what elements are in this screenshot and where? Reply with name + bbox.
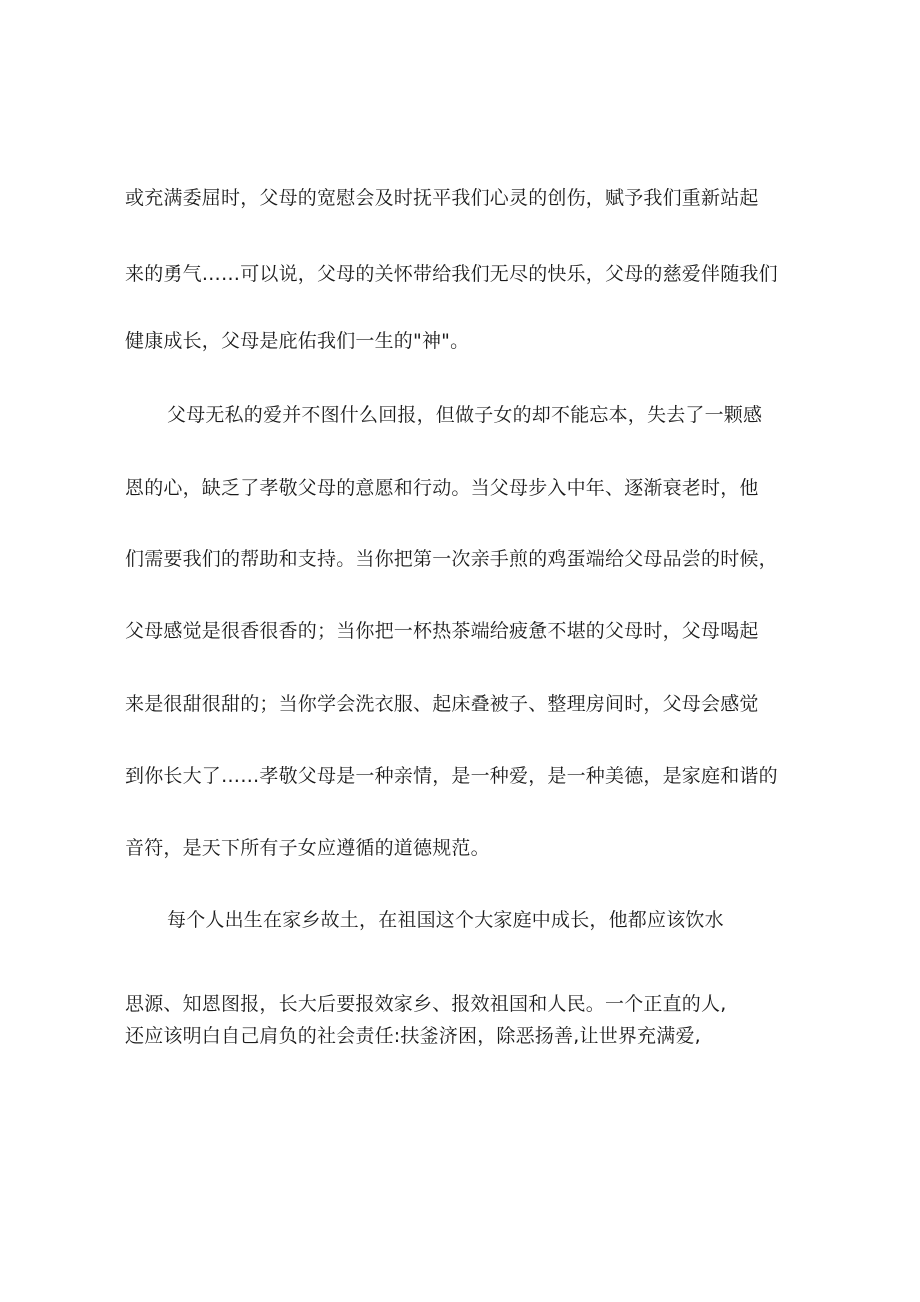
text-line: 父母感觉是很香很香的；当你把一杯热茶端给疲惫不堪的父母时，父母喝起 bbox=[125, 620, 759, 642]
paragraph-start-line: 每个人出生在家乡故土，在祖国这个大家庭中成长，他都应该饮水 bbox=[167, 909, 724, 931]
paragraph-start-line: 父母无私的爱并不图什么回报，但做子女的却不能忘本，失去了一颗感 bbox=[167, 404, 763, 426]
text-line: 恩的心，缺乏了孝敬父母的意愿和行动。当父母步入中年、逐渐衰老时，他 bbox=[125, 477, 759, 499]
text-line: 来是很甜很甜的；当你学会洗衣服、起床叠被子、整理房间时，父母会感觉 bbox=[125, 693, 759, 715]
text-line: 来的勇气……可以说，父母的关怀带给我们无尽的快乐，父母的慈爱伴随我们 bbox=[125, 263, 778, 285]
text-line: 还应该明白自己肩负的社会责任:扶釜济困，除恶扬善,让世界充满爱, bbox=[125, 1025, 701, 1047]
text-line: 音符，是天下所有子女应遵循的道德规范。 bbox=[125, 837, 490, 859]
text-line: 们需要我们的帮助和支持。当你把第一次亲手煎的鸡蛋端给父母品尝的时候， bbox=[125, 548, 778, 570]
text-line: 健康成长，父母是庇佑我们一生的"神"。 bbox=[125, 330, 470, 352]
text-line: 思源、知恩图报，长大后要报效家乡、报效祖国和人民。一个正直的人, bbox=[125, 993, 727, 1015]
text-line: 到你长大了……孝敬父母是一种亲情，是一种爱，是一种美德，是家庭和谐的 bbox=[125, 765, 778, 787]
text-line: 或充满委屈时，父母的宽慰会及时抚平我们心灵的创伤，赋予我们重新站起 bbox=[125, 187, 759, 209]
